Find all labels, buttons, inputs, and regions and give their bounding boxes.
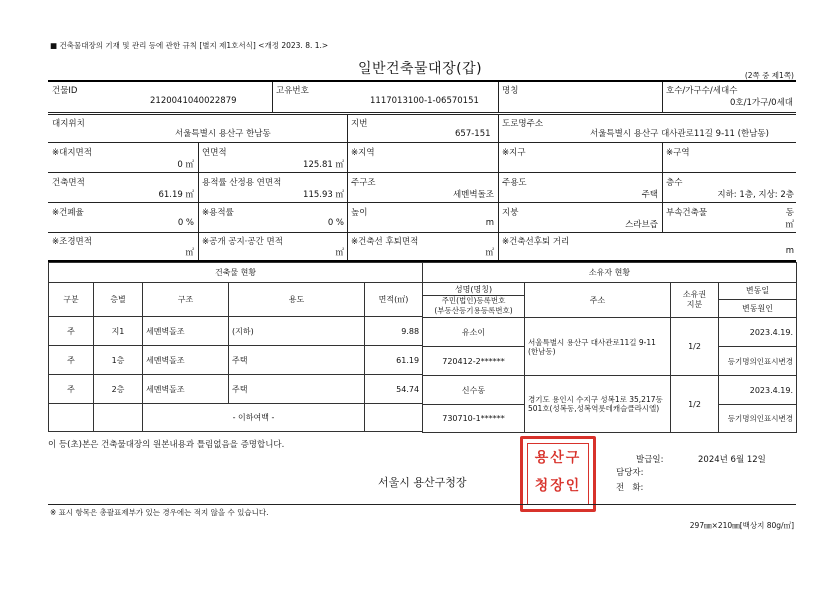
form-header-note: ■ 건축물대장의 기재 및 관리 등에 관한 규칙 [별지 제1호서식] <개정 2023. 8. 1.> [50,41,329,50]
table-row [49,346,423,375]
col-header: 용도 [229,283,365,317]
setback-area-value: ㎡ [485,248,494,258]
site-label: 대지위치 [52,119,85,129]
floor-area-value: 125.81 ㎡ [303,160,344,170]
owner-regno: 720412-2****** [423,347,525,376]
page-indicator: (2쪽 중 제1쪽) [744,71,794,80]
owner-address: 경기도 용인시 수지구 성복1로 35,217동501호(성복동,성복역롯데캐슬클라시엘) [525,376,671,433]
floors-value: 지하: 1층, 지상: 2층 [717,190,794,200]
empty-remainder-note: - 이하여백 - [143,404,365,432]
document-title: 일반건축물대장(갑) [357,61,483,77]
bldg-id-label: 건물ID [52,86,78,96]
annex-unit: 동 [785,208,794,218]
setback-dist-value: m [785,246,794,256]
bcr-label: ※건폐율 [52,208,84,218]
section-label: ※구역 [666,148,690,158]
open-space-label: ※공개 공지·공간 면적 [202,237,283,247]
owner-header-change [719,283,797,318]
height-label: 높이 [351,208,368,218]
annex-area: ㎡ [785,220,794,230]
site-value: 서울특별시 용산구 한남동 [175,129,271,139]
owner-status-table [422,262,797,433]
footnote: ※ 표시 항목은 총괄표제부가 있는 경우에는 적지 않을 수 있습니다. [50,508,269,517]
col-header-change-date: 변동일 [719,283,796,300]
owner-change-reason: 등기명의인표시변경 [719,347,797,376]
road-label: 도로명주소 [502,119,544,129]
lot-value: 657-151 [455,129,491,139]
owner-name: 유소이 [423,318,525,347]
far-area-label: 용적률 산정용 연면적 [202,178,282,188]
owner-header-name-regno [423,283,525,318]
owner-row [423,318,797,347]
road-value: 서울특별시 용산구 대사관로11길 9-11 (한남동) [590,129,769,139]
owner-row [423,376,797,405]
table-cell: 54.74 [365,375,423,404]
seal-text-bottom: 청장인 [534,478,582,494]
open-space-value: ㎡ [335,248,344,258]
bldg-area-value: 61.19 ㎡ [158,190,194,200]
building-status-table [48,262,423,432]
owner-name: 신수동 [423,376,525,405]
district-label: ※지구 [502,148,526,158]
landscape-label: ※조경면적 [52,237,92,247]
col-header-share: 소유권 지분 [671,283,719,318]
issue-date: 2024년 6월 12일 [698,455,766,465]
owner-change-date: 2023.4.19. [719,318,797,347]
structure-value: 세멘벽돌조 [452,190,494,200]
col-header-regno: 주민(법인)등록번호 (부동산등기용등록번호) [423,295,524,316]
units-label: 호수/가구수/세대수 [666,86,738,96]
name-label: 명칭 [502,86,519,96]
site-area-value: 0 ㎡ [177,160,194,170]
table-cell: 주 [49,375,94,404]
seal-text-top: 용산구 [534,450,582,466]
table-cell: 주택 [229,375,365,404]
col-header-address: 주소 [525,283,671,318]
floors-label: 층수 [666,178,683,188]
use-label: 주용도 [502,178,527,188]
setback-dist-label: ※건축선후퇴 거리 [502,237,570,247]
far-label: ※용적률 [202,208,234,218]
units-value: 0호/1가구/0세대 [730,98,794,108]
col-header: 구조 [143,283,229,317]
col-header: 면적(㎡) [365,283,423,317]
table-cell: 세멘벽돌조 [143,317,229,346]
table-cell: 2층 [94,375,143,404]
table-cell: 주 [49,346,94,375]
table-cell: 지1 [94,317,143,346]
paper-size-note: 297㎜×210㎜[백상지 80g/㎡] [689,521,794,530]
table-cell: 세멘벽돌조 [143,375,229,404]
owner-regno: 730710-1****** [423,405,525,433]
table-cell [365,404,423,432]
table-cell: 1층 [94,346,143,375]
roof-label: 지붕 [502,208,519,218]
lot-label: 지번 [351,119,368,129]
col-header: 층별 [94,283,143,317]
col-header: 구분 [49,283,94,317]
height-value: m [485,218,494,228]
site-area-label: ※대지면적 [52,148,92,158]
owner-change-date: 2023.4.19. [719,376,797,405]
issuer-name: 서울시 용산구청장 [378,476,467,489]
building-status-title: 건축물 현황 [49,263,423,283]
structure-label: 주구조 [351,178,376,188]
owner-address: 서울특별시 용산구 대사관로11길 9-11 (한남동) [525,318,671,376]
setback-area-label: ※건축선 후퇴면적 [351,237,419,247]
certify-text: 이 등(초)본은 건축물대장의 원본내용과 틀림없음을 증명합니다. [48,440,285,450]
owner-share: 1/2 [671,318,719,376]
table-cell: 9.88 [365,317,423,346]
col-header-name: 성명(명칭) [454,284,493,294]
table-cell: 주 [49,317,94,346]
table-cell: (지하) [229,317,365,346]
table-row [49,317,423,346]
table-cell: 주택 [229,346,365,375]
landscape-value: ㎡ [185,248,194,258]
table-row [49,375,423,404]
owner-status-title: 소유자 현황 [423,263,797,283]
col-header-change-reason: 변동원인 [742,304,773,313]
official-seal [520,436,596,512]
officer-label: 담당자: [616,468,644,478]
annex-label: 부속건축물 [666,208,708,218]
table-row [49,404,423,432]
table-cell: 61.19 [365,346,423,375]
owner-change-reason: 등기명의인표시변경 [719,405,797,433]
far-value: 0 % [327,218,344,228]
owner-share: 1/2 [671,376,719,433]
use-value: 주택 [641,190,658,200]
bldg-id-value: 2120041040022879 [150,96,237,106]
roof-value: 스라브즙 [625,220,658,230]
unique-no-label: 고유번호 [276,86,309,96]
unique-no-value: 1117013100-1-06570151 [370,96,479,106]
table-cell: 세멘벽돌조 [143,346,229,375]
issue-date-label: 발급일: [636,455,664,465]
table-cell [94,404,143,432]
phone-label: 전 화: [616,483,644,493]
zone-label: ※지역 [351,148,375,158]
table-cell [49,404,94,432]
bcr-value: 0 % [177,218,194,228]
bldg-area-label: 건축면적 [52,178,85,188]
far-area-value: 115.93 ㎡ [303,190,344,200]
floor-area-label: 연면적 [202,148,227,158]
